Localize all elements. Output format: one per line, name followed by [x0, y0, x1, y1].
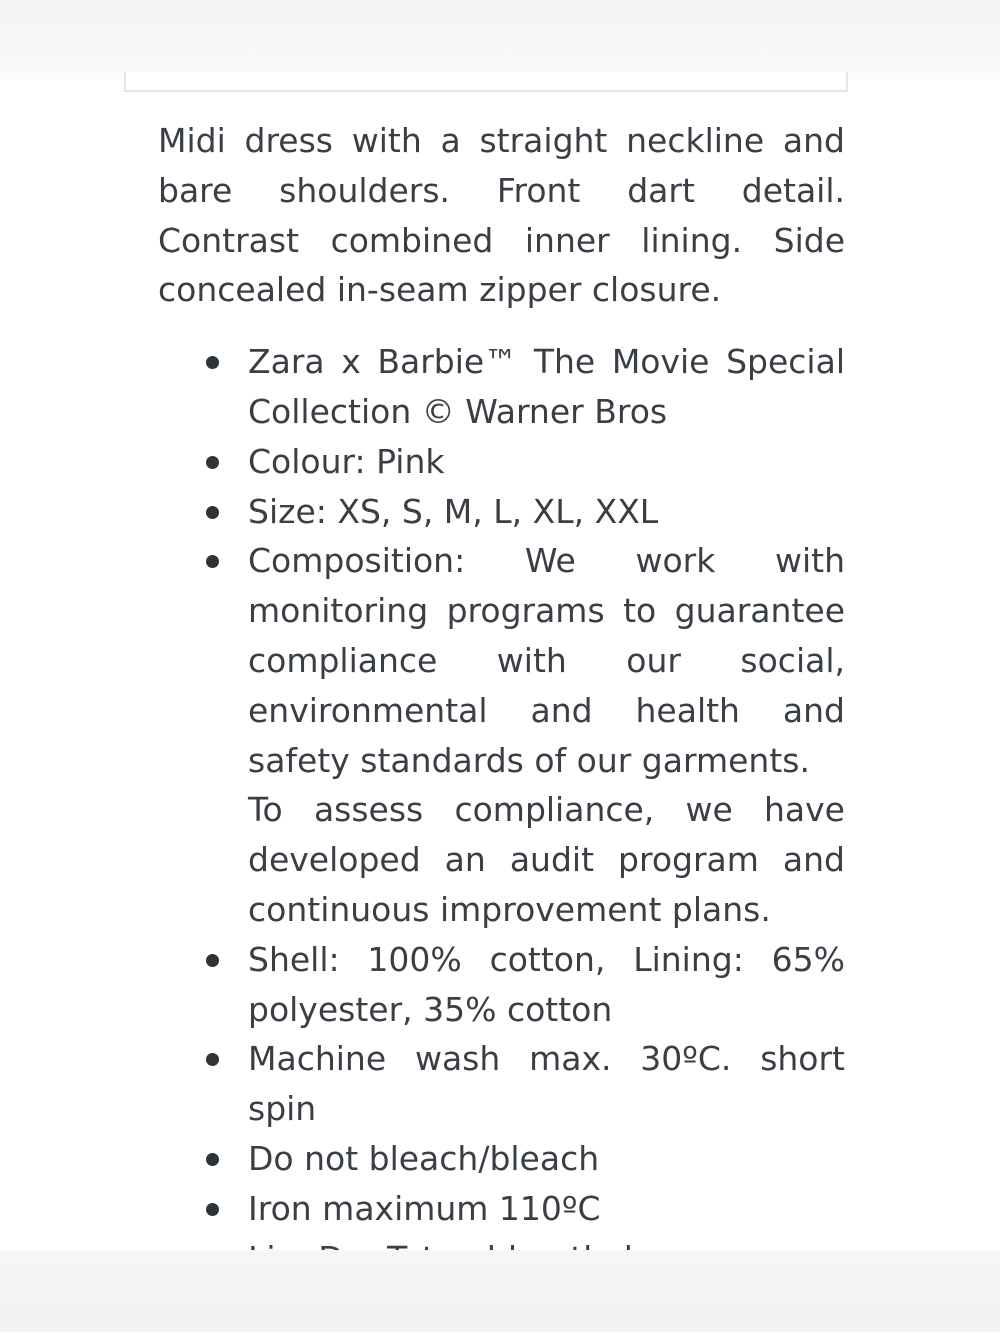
list-item-materials [248, 935, 845, 1035]
composition-text: Composition: We work with monitoring programs to guarantee compliance with our social, environmental and health and safety standards of our garments. [248, 541, 845, 780]
size-text: Size: XS, S, M, L, XL, XXL [248, 491, 659, 531]
collection-text: Zara x Barbie™ The Movie Special Collection © Warner Bros [248, 342, 845, 431]
top-fade [0, 0, 1000, 80]
product-description: Midi dress with a straight neckline and bare shoulders. Front dart detail. Contrast combined inner lining. Side concealed in-seam zipper closure. [158, 121, 845, 310]
list-item-wash [248, 1034, 845, 1134]
wash-text: Machine wash max. 30ºC. short spin [248, 1039, 845, 1129]
list-item-iron [248, 1184, 845, 1234]
list-item-colour [248, 437, 845, 487]
list-item-collection [248, 337, 845, 437]
colour-text: Colour: Pink [248, 441, 445, 481]
list-item-size [248, 487, 845, 537]
bleach-text: Do not bleach/bleach [248, 1138, 600, 1178]
materials-text: Shell: 100% cotton, Lining: 65% polyester, 35% cotton [248, 939, 845, 1029]
compliance-text: To assess compliance, we have developed an audit program and continuous improvement plans. [248, 790, 845, 929]
section-divider [124, 72, 848, 92]
list-item-bleach [248, 1134, 845, 1184]
list-item-composition [248, 536, 845, 934]
product-details-list [158, 337, 845, 1333]
iron-text: Iron maximum 110ºC [248, 1188, 601, 1228]
product-description-section [158, 116, 845, 1333]
bottom-fade [0, 1250, 1000, 1332]
